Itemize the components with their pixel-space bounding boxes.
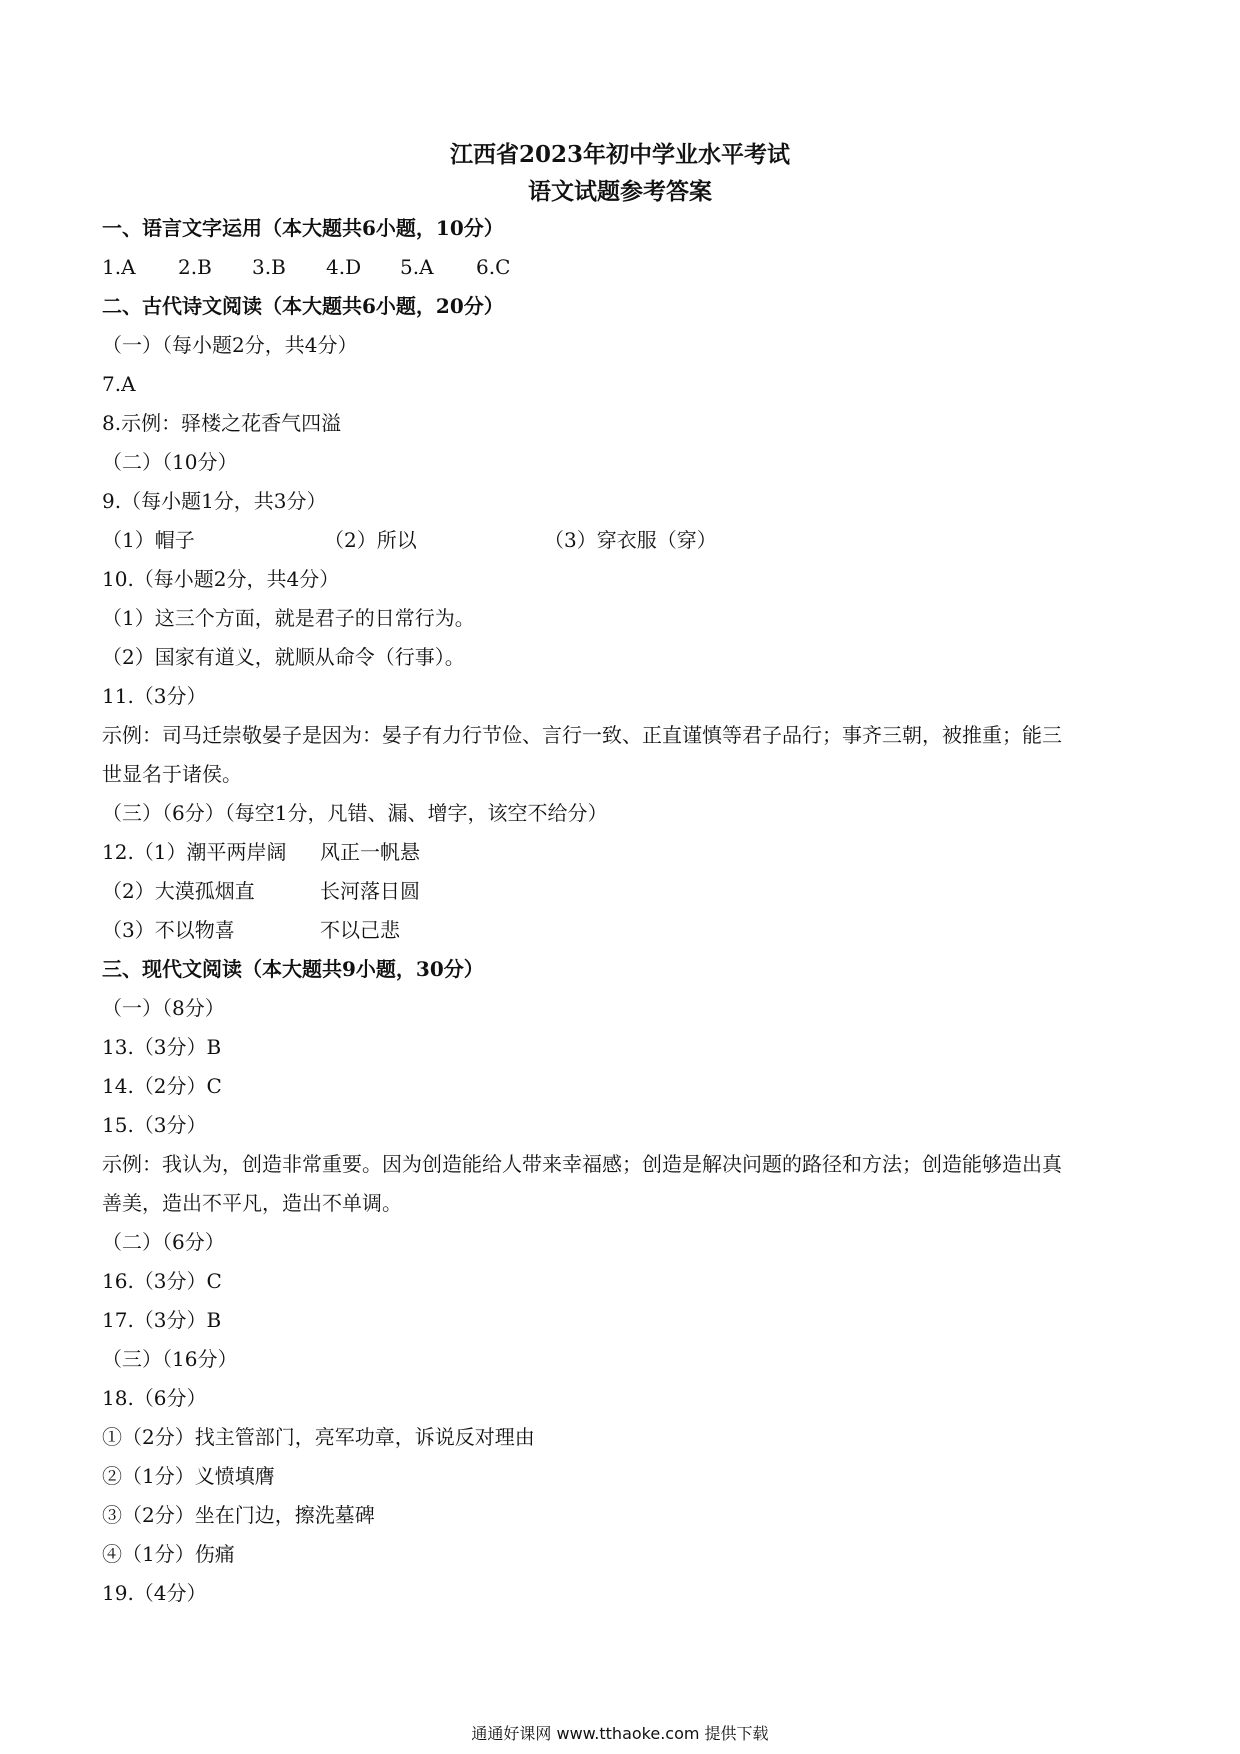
page-footer: 通通好课网 www.tthaoke.com 提供下载 xyxy=(471,1724,769,1743)
answer-14: 14.（2分）C xyxy=(102,1074,222,1098)
page-title-2: 语文试题参考答案 xyxy=(528,178,712,205)
answer-15-line-2: 善美，造出不平凡，造出不单调。 xyxy=(102,1191,402,1215)
question-18: 18.（6分） xyxy=(102,1386,207,1410)
answer-10-2: （2）国家有道义，就顺从命令（行事）。 xyxy=(102,645,465,669)
section-2-heading: 二、古代诗文阅读（本大题共6小题，20分） xyxy=(102,294,504,318)
answer-16: 16.（3分）C xyxy=(102,1269,222,1293)
answer-18-3: ③（2分）坐在门边，擦洗墓碑 xyxy=(102,1503,375,1527)
section-2-part-2: （二）（10分） xyxy=(102,450,238,474)
answer-17: 17.（3分）B xyxy=(102,1308,222,1332)
question-19: 19.（4分） xyxy=(102,1581,207,1605)
question-11: 11.（3分） xyxy=(102,684,207,708)
section-2-part-3: （三）（6分）（每空1分，凡错、漏、增字，该空不给分） xyxy=(102,801,608,825)
section-3-part-3: （三）（16分） xyxy=(102,1347,238,1371)
answer-12-2-a: （2）大漠孤烟直 xyxy=(102,879,255,903)
answer-18-1: ①（2分）找主管部门，亮军功章，诉说反对理由 xyxy=(102,1425,535,1449)
answer-12-1-b: 风正一帆悬 xyxy=(320,840,420,864)
section-2-part-1: （一）（每小题2分，共4分） xyxy=(102,333,358,357)
answer-7: 7.A xyxy=(102,372,136,396)
section-1-heading: 一、语言文字运用（本大题共6小题，10分） xyxy=(102,216,504,240)
answer-9-1: （1）帽子 xyxy=(102,528,195,552)
section-3-heading: 三、现代文阅读（本大题共9小题，30分） xyxy=(102,957,484,981)
answer-12-1-a: 12.（1）潮平两岸阔 xyxy=(102,840,287,864)
question-15: 15.（3分） xyxy=(102,1113,207,1137)
answer-13: 13.（3分）B xyxy=(102,1035,222,1059)
question-9: 9.（每小题1分，共3分） xyxy=(102,489,327,513)
answer-11-line-1: 示例：司马迁崇敬晏子是因为：晏子有力行节俭、言行一致、正直谨慎等君子品行；事齐三朝，被推重；能三 xyxy=(102,723,1062,747)
answer-2: 2.B xyxy=(178,255,212,279)
answer-18-4: ④（1分）伤痛 xyxy=(102,1542,235,1566)
question-10: 10.（每小题2分，共4分） xyxy=(102,567,340,591)
answer-9-2: （2）所以 xyxy=(324,528,417,552)
answer-15-line-1: 示例：我认为，创造非常重要。因为创造能给人带来幸福感；创造是解决问题的路径和方法；创造能够造出真 xyxy=(102,1152,1062,1176)
section-3-part-1: （一）（8分） xyxy=(102,996,225,1020)
answer-9-3: （3）穿衣服（穿） xyxy=(544,528,717,552)
answer-4: 4.D xyxy=(326,255,362,279)
page-title-1: 江西省2023年初中学业水平考试 xyxy=(449,141,790,168)
answer-11-line-2: 世显名于诸侯。 xyxy=(102,762,242,786)
answer-10-1: （1）这三个方面，就是君子的日常行为。 xyxy=(102,606,475,630)
answer-18-2: ②（1分）义愤填膺 xyxy=(102,1464,275,1488)
answer-6: 6.C xyxy=(476,255,511,279)
answer-12-3-a: （3）不以物喜 xyxy=(102,918,235,942)
answer-12-3-b: 不以己悲 xyxy=(320,918,400,942)
answer-12-2-b: 长河落日圆 xyxy=(320,879,420,903)
answer-5: 5.A xyxy=(400,255,434,279)
section-3-part-2: （二）（6分） xyxy=(102,1230,225,1254)
answer-3: 3.B xyxy=(252,255,286,279)
answer-1: 1.A xyxy=(102,255,136,279)
answer-8: 8.示例：驿楼之花香气四溢 xyxy=(102,411,342,435)
